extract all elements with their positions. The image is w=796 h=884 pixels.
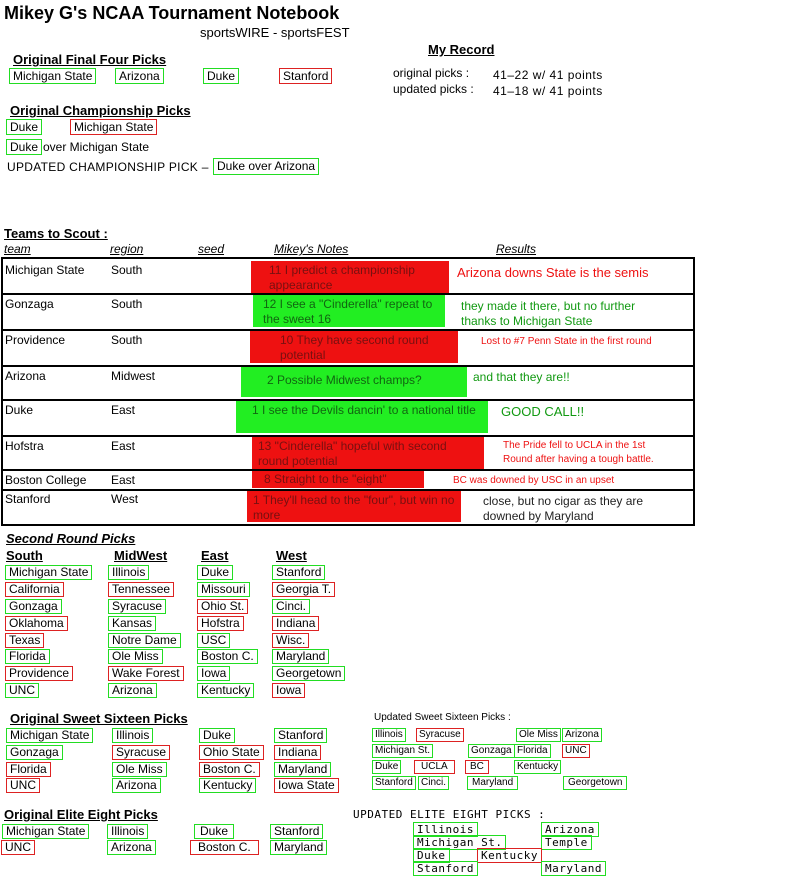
sweet-sixteen-pick: Florida <box>6 762 51 777</box>
scout-heading: Teams to Scout : <box>4 226 108 241</box>
region-heading-east: East <box>201 548 229 563</box>
second-round-pick: Boston C. <box>197 649 258 664</box>
updated-sweet-sixteen-pick: UCLA <box>414 760 455 774</box>
row-note: 8 Straight to the "eight" <box>252 471 424 488</box>
second-round-pick: Kentucky <box>197 683 254 698</box>
row-team: Arizona <box>5 369 46 383</box>
row-result: BC was downed by USC in an upset <box>453 475 615 486</box>
row-result: Lost to #7 Penn State in the first round <box>481 336 652 347</box>
second-round-pick: Illinois <box>108 565 149 580</box>
second-round-pick: Wisc. <box>272 633 309 648</box>
row-result: close, but no cigar as they are downed by Maryland <box>483 494 644 523</box>
updated-elite-eight-pick: Maryland <box>541 861 606 876</box>
row-result: GOOD CALL!! <box>501 404 585 419</box>
elite-eight-pick: UNC <box>1 840 35 855</box>
updated-sweet-sixteen-pick: UNC <box>562 744 590 758</box>
updated-elite-eight-pick: Duke <box>413 848 450 863</box>
record-original-label: original picks : <box>393 66 470 80</box>
updated-sweet-sixteen-pick: Arizona <box>562 728 602 742</box>
championship-team: Michigan State <box>70 119 157 135</box>
row-region: South <box>111 297 143 311</box>
row-team: Duke <box>5 403 34 417</box>
row-region: South <box>111 263 143 277</box>
row-result: The Pride fell to UCLA in the 1st Round after having a tough battle. <box>503 440 654 465</box>
record-updated-value: 41–18 w/ 41 points <box>493 84 603 98</box>
table-row <box>1 331 695 367</box>
elite-eight-pick: Boston C. <box>190 840 259 855</box>
second-round-pick: Iowa <box>272 683 305 698</box>
updated-sweet-sixteen-pick: Georgetown <box>563 776 627 790</box>
second-round-pick: Arizona <box>108 683 157 698</box>
updated-sweet-sixteen-pick: Michigan St. <box>372 744 433 758</box>
sweet-sixteen-pick: UNC <box>6 778 40 793</box>
column-header-team: team <box>4 242 31 256</box>
table-row <box>1 471 695 491</box>
sweet-sixteen-pick: Syracuse <box>112 745 170 760</box>
sweet-sixteen-pick: Duke <box>199 728 235 743</box>
updated-sweet-sixteen-pick: Cinci. <box>418 776 449 790</box>
second-round-pick: Kansas <box>108 616 156 631</box>
second-round-pick: Ohio St. <box>197 599 248 614</box>
updated-elite-eight-pick: Michigan St. <box>413 835 506 850</box>
row-note: 1 They'll head to the "four", but win no more <box>247 491 461 522</box>
second-round-pick: Maryland <box>272 649 329 664</box>
row-note: 11 I predict a championship appearance <box>251 261 449 293</box>
second-round-pick: California <box>5 582 64 597</box>
updated-sweet-sixteen-pick: Ole Miss <box>516 728 561 742</box>
row-team: Stanford <box>5 492 51 506</box>
second-round-pick: Notre Dame <box>108 633 181 648</box>
table-row <box>1 257 695 295</box>
updated-sweet-sixteen-heading: Updated Sweet Sixteen Picks : <box>374 712 511 723</box>
sweet-sixteen-pick: Ohio State <box>199 745 264 760</box>
column-header-notes: Mikey's Notes <box>274 242 349 256</box>
second-round-pick: UNC <box>5 683 39 698</box>
row-team: Providence <box>5 333 66 347</box>
final-four-heading: Original Final Four Picks <box>13 52 167 67</box>
table-row <box>1 295 695 331</box>
sweet-sixteen-pick: Arizona <box>112 778 161 793</box>
record-heading: My Record <box>428 42 495 57</box>
row-note: 2 Possible Midwest champs? <box>241 367 467 397</box>
updated-sweet-sixteen-pick: Illinois <box>372 728 406 742</box>
row-team: Hofstra <box>5 439 44 453</box>
updated-sweet-sixteen-pick: Syracuse <box>416 728 464 742</box>
elite-eight-pick: Maryland <box>270 840 327 855</box>
second-round-pick: Missouri <box>197 582 250 597</box>
elite-eight-pick: Arizona <box>107 840 156 855</box>
second-round-pick: Duke <box>197 565 233 580</box>
row-team: Boston College <box>5 473 87 487</box>
row-region: East <box>111 403 136 417</box>
sweet-sixteen-pick: Gonzaga <box>6 745 63 760</box>
second-round-pick: Cinci. <box>272 599 310 614</box>
region-heading-midwest: MidWest <box>114 548 168 563</box>
updated-sweet-sixteen-pick: Stanford <box>372 776 416 790</box>
sweet-sixteen-pick: Indiana <box>274 745 321 760</box>
final-four-pick: Stanford <box>279 68 332 84</box>
second-round-pick: Tennessee <box>108 582 174 597</box>
second-round-pick: Indiana <box>272 616 319 631</box>
second-round-pick: Ole Miss <box>108 649 163 664</box>
elite-eight-pick: Duke <box>194 824 234 839</box>
updated-sweet-sixteen-pick: Maryland <box>467 776 518 790</box>
final-four-pick: Michigan State <box>9 68 96 84</box>
table-row <box>1 367 695 401</box>
row-team: Gonzaga <box>5 297 54 311</box>
second-round-pick: Georgia T. <box>272 582 335 597</box>
column-header-seed: seed <box>198 242 225 256</box>
second-round-pick: Michigan State <box>5 565 92 580</box>
second-round-pick: Florida <box>5 649 50 664</box>
sweet-sixteen-pick: Ole Miss <box>112 762 167 777</box>
sweet-sixteen-heading: Original Sweet Sixteen Picks <box>10 711 188 726</box>
elite-eight-pick: Illinois <box>107 824 148 839</box>
second-round-pick: Georgetown <box>272 666 345 681</box>
second-round-pick: USC <box>197 633 230 648</box>
sweet-sixteen-pick: Iowa State <box>274 778 339 793</box>
sweet-sixteen-pick: Maryland <box>274 762 331 777</box>
sweet-sixteen-pick: Kentucky <box>199 778 256 793</box>
second-round-heading: Second Round Picks <box>6 531 136 546</box>
second-round-pick: Texas <box>5 633 44 648</box>
updated-elite-eight-heading: UPDATED ELITE EIGHT PICKS : <box>353 808 546 821</box>
second-round-pick: Wake Forest <box>108 666 184 681</box>
championship-team: Duke <box>6 119 42 135</box>
record-updated-label: updated picks : <box>393 82 474 96</box>
championship-heading: Original Championship Picks <box>10 103 191 118</box>
record-original-value: 41–22 w/ 41 points <box>493 68 603 82</box>
column-header-region: region <box>110 242 144 256</box>
elite-eight-heading: Original Elite Eight Picks <box>4 807 158 822</box>
row-note: 10 They have second round potential <box>250 331 458 363</box>
row-region: East <box>111 439 136 453</box>
elite-eight-pick: Michigan State <box>2 824 89 839</box>
updated-elite-eight-pick: Illinois <box>413 822 478 837</box>
final-four-pick: Arizona <box>115 68 164 84</box>
region-heading-south: South <box>6 548 43 563</box>
updated-sweet-sixteen-pick: BC <box>465 760 489 774</box>
elite-eight-pick: Stanford <box>270 824 323 839</box>
row-region: West <box>111 492 139 506</box>
table-row <box>1 491 695 526</box>
second-round-pick: Syracuse <box>108 599 166 614</box>
sweet-sixteen-pick: Illinois <box>112 728 153 743</box>
updated-elite-eight-pick: Kentucky <box>477 848 542 863</box>
second-round-pick: Providence <box>5 666 73 681</box>
row-note: 12 I see a "Cinderella" repeat to the sweet 16 <box>253 295 445 327</box>
row-region: East <box>111 473 136 487</box>
page-title: Mikey G's NCAA Tournament Notebook <box>4 3 340 23</box>
second-round-pick: Gonzaga <box>5 599 62 614</box>
updated-elite-eight-pick: Stanford <box>413 861 478 876</box>
table-row <box>1 401 695 437</box>
second-round-pick: Stanford <box>272 565 325 580</box>
second-round-pick: Oklahoma <box>5 616 68 631</box>
row-region: Midwest <box>111 369 156 383</box>
table-row <box>1 437 695 471</box>
page-subtitle: sportsWIRE - sportsFEST <box>200 25 350 40</box>
updated-sweet-sixteen-pick: Florida <box>514 744 551 758</box>
sweet-sixteen-pick: Boston C. <box>199 762 260 777</box>
championship-over-text: over Michigan State <box>43 140 150 154</box>
updated-sweet-sixteen-pick: Gonzaga <box>468 744 515 758</box>
sweet-sixteen-pick: Michigan State <box>6 728 93 743</box>
row-result: and that they are!! <box>473 370 570 384</box>
updated-championship-label: UPDATED CHAMPIONSHIP PICK – <box>7 160 209 174</box>
sweet-sixteen-pick: Stanford <box>274 728 327 743</box>
column-header-results: Results <box>496 242 537 256</box>
row-region: South <box>111 333 143 347</box>
updated-elite-eight-pick: Arizona <box>541 822 599 837</box>
updated-sweet-sixteen-pick: Kentucky <box>514 760 561 774</box>
row-note: 13 "Cinderella" hopeful with second round potential <box>252 437 484 469</box>
championship-winner: Duke <box>6 139 42 155</box>
row-team: Michigan State <box>5 263 85 277</box>
updated-elite-eight-pick: Temple <box>541 835 592 850</box>
region-heading-west: West <box>276 548 307 563</box>
final-four-pick: Duke <box>203 68 239 84</box>
second-round-pick: Iowa <box>197 666 230 681</box>
second-round-pick: Hofstra <box>197 616 244 631</box>
row-result: they made it there, but no further thanks to Michigan State <box>461 299 636 328</box>
row-note: 1 I see the Devils dancin' to a national title <box>236 401 488 433</box>
row-result: Arizona downs State is the semis <box>457 265 649 280</box>
updated-sweet-sixteen-pick: Duke <box>372 760 401 774</box>
updated-championship-pick: Duke over Arizona <box>213 158 319 175</box>
